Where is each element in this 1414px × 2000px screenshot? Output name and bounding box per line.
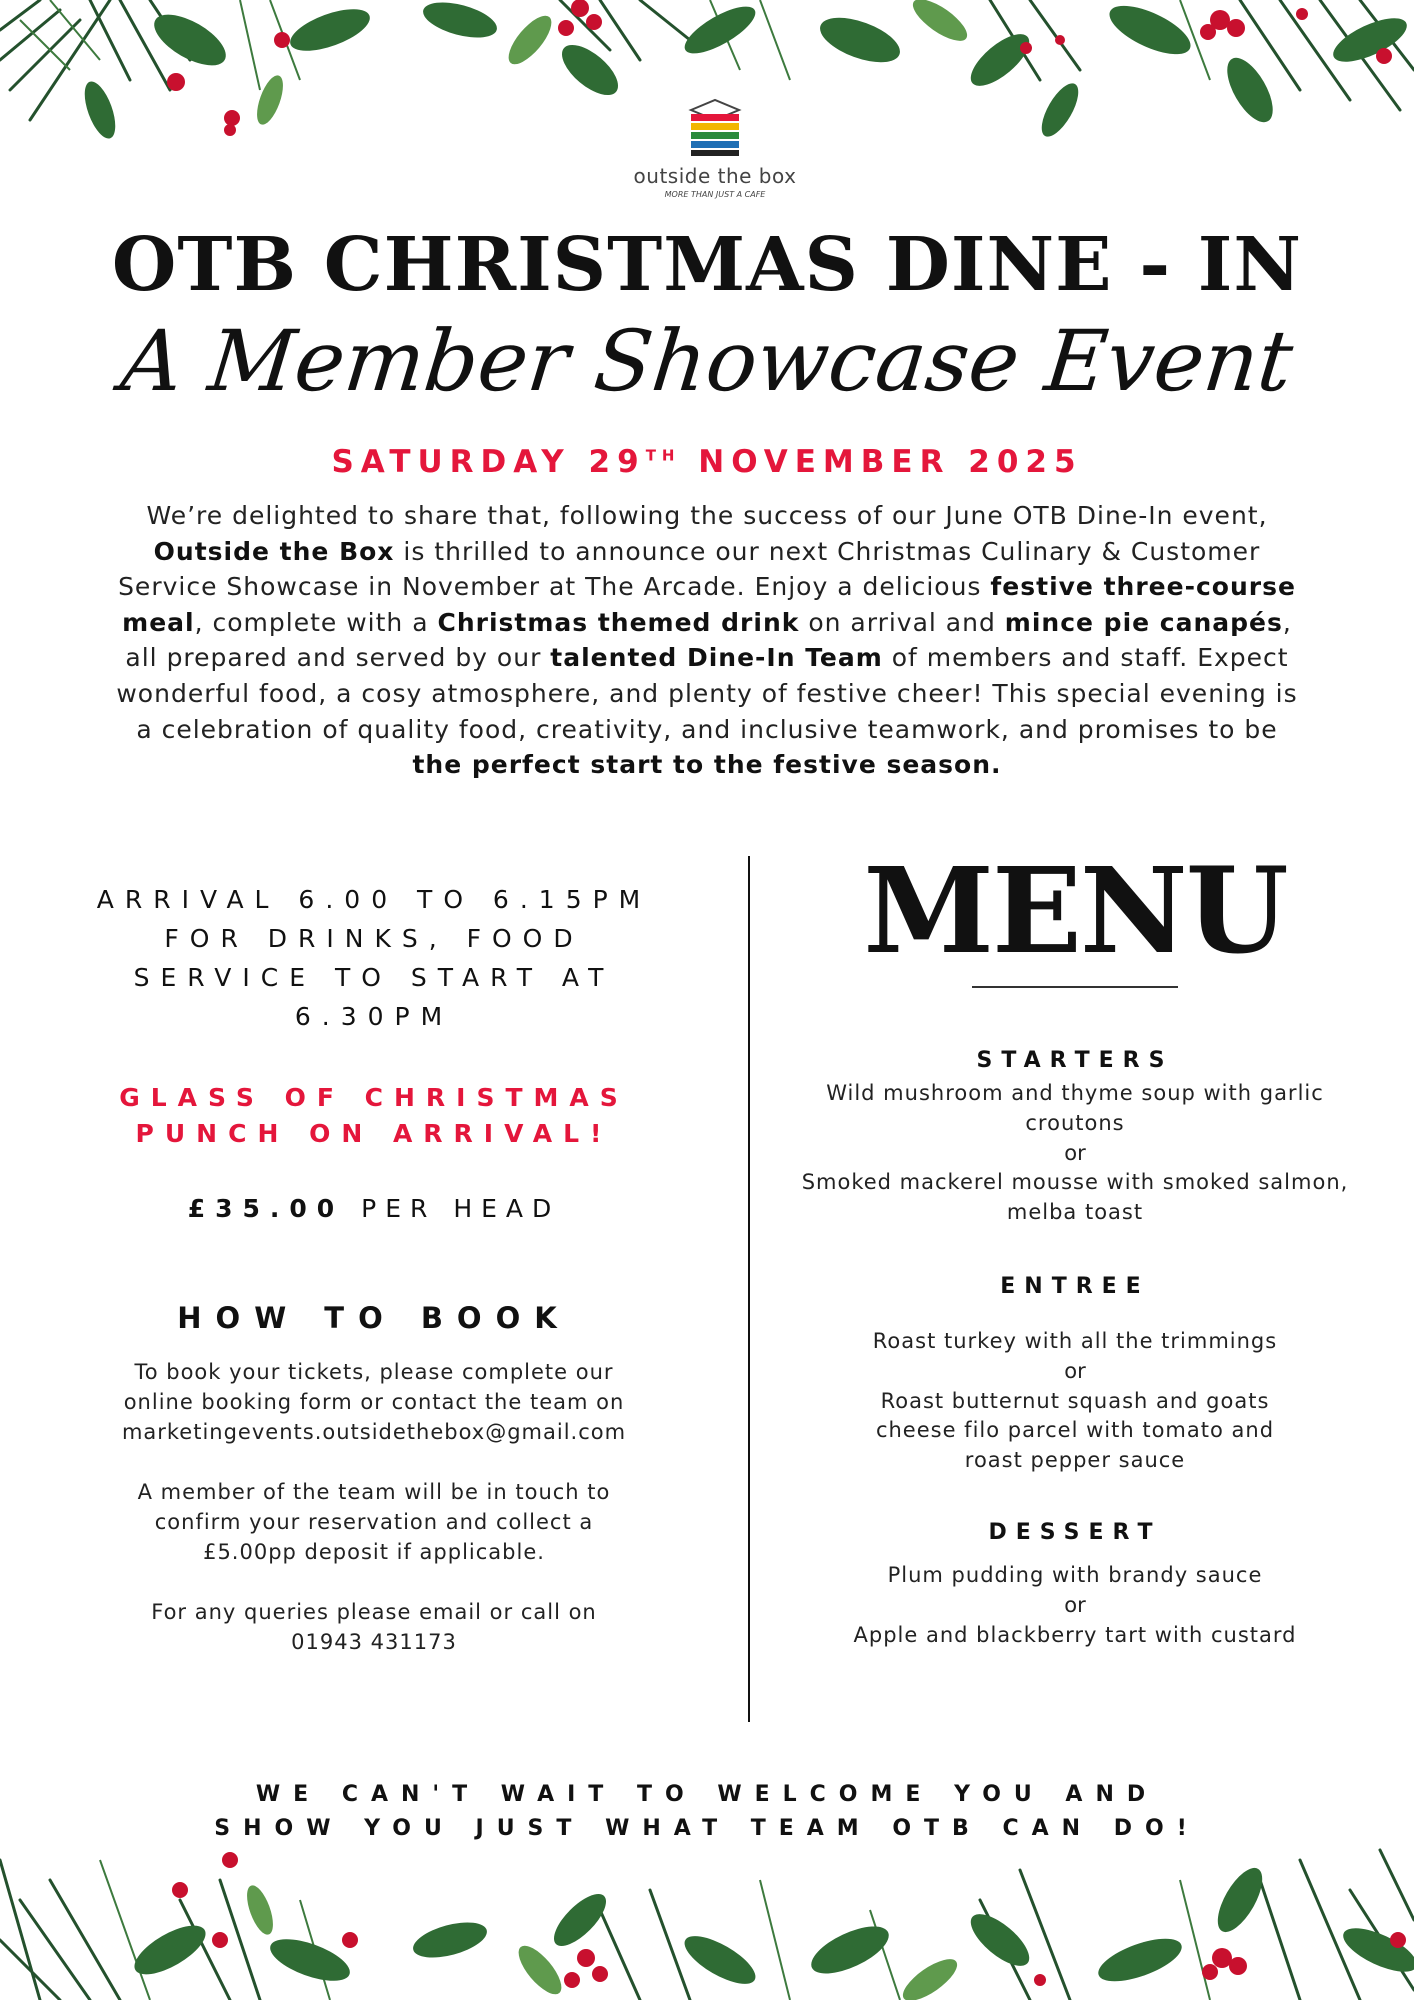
booking-instructions bbox=[44, 1357, 704, 1447]
entree-heading: ENTREE bbox=[1000, 1273, 1150, 1299]
logo-tagline: MORE THAN JUST A CAFE bbox=[664, 190, 766, 199]
event-title: OTB CHRISTMAS DINE - IN bbox=[111, 222, 1303, 308]
closing-line-1: WE CAN'T WAIT TO WELCOME YOU AND bbox=[255, 1782, 1159, 1807]
closing-message bbox=[0, 1778, 1414, 1846]
starter-2-line-1: Smoked mackerel mousse with smoked salmon, bbox=[801, 1170, 1349, 1195]
dessert-1: Plum pudding with brandy sauce bbox=[887, 1562, 1263, 1587]
intro-text-6: of members and staff. Expect wonderful food, a cosy atmosphere, and plenty of festive cheer! This special evening is a celebration of quality food, creativity, and inclusive teamwork, and promises to be bbox=[116, 643, 1298, 744]
event-date-suffix: TH bbox=[645, 446, 681, 465]
dessert-or: or bbox=[1064, 1592, 1086, 1617]
intro-bold-5: talented Dine-In Team bbox=[550, 643, 883, 673]
entree-1: Roast turkey with all the trimmings bbox=[872, 1328, 1278, 1353]
menu-title: MENU bbox=[863, 841, 1287, 980]
booking-phone: 01943 431173 bbox=[291, 1630, 457, 1654]
menu-title-underline bbox=[972, 986, 1178, 988]
booking-confirmation-note bbox=[44, 1477, 704, 1567]
intro-bold-4: mince pie canapés bbox=[1004, 607, 1283, 637]
intro-bold-6: the perfect start to the festive season. bbox=[412, 750, 1002, 780]
closing-line-2: SHOW YOU JUST WHAT TEAM OTB CAN DO! bbox=[214, 1816, 1200, 1841]
arrival-line-3: SERVICE TO START AT bbox=[133, 963, 615, 992]
column-divider bbox=[748, 856, 750, 1722]
booking-queries bbox=[44, 1597, 704, 1657]
entree-2-line-2: cheese filo parcel with tomato and bbox=[875, 1418, 1275, 1443]
logo-name: outside the box bbox=[633, 164, 797, 188]
event-details-column bbox=[44, 880, 704, 1657]
starter-1-line-1: Wild mushroom and thyme soup with garlic bbox=[826, 1081, 1324, 1105]
arrival-line-1: ARRIVAL 6.00 TO 6.15PM bbox=[96, 885, 652, 914]
intro-bold-3: Christmas themed drink bbox=[437, 607, 800, 637]
punch-line-1: GLASS OF CHRISTMAS bbox=[119, 1083, 629, 1112]
intro-text-2: is thrilled to announce our next Christmas Culinary & Customer Service Showcase in November at The Arcade. Enjoy a delicious bbox=[118, 536, 1261, 602]
booking-line-6: £5.00pp deposit if applicable. bbox=[203, 1540, 545, 1564]
ticket-price bbox=[44, 1194, 704, 1223]
event-subtitle: A Member Showcase Event bbox=[116, 312, 1298, 410]
arrival-line-4: 6.30PM bbox=[294, 1002, 454, 1031]
intro-text-5: , all prepared and served by our bbox=[125, 607, 1292, 673]
dessert-list bbox=[770, 1561, 1380, 1650]
booking-line-4: A member of the team will be in touch to bbox=[137, 1480, 611, 1504]
intro-text-4: on arrival and bbox=[799, 607, 1005, 637]
starters-list bbox=[770, 1079, 1380, 1228]
arrival-line-2: FOR DRINKS, FOOD bbox=[164, 924, 584, 953]
entree-2-line-1: Roast butternut squash and goats bbox=[880, 1388, 1270, 1413]
arrival-info bbox=[44, 880, 704, 1036]
event-date-month-year: NOVEMBER 2025 bbox=[698, 444, 1083, 480]
dessert-heading: DESSERT bbox=[988, 1519, 1162, 1545]
intro-paragraph bbox=[108, 498, 1306, 783]
holly-garland-bottom-decoration bbox=[0, 1840, 1414, 2000]
intro-text-1: We’re delighted to share that, following the success of our June OTB Dine-In event, bbox=[146, 501, 1268, 530]
outside-the-box-logo bbox=[630, 96, 800, 199]
starter-1-line-2: croutons bbox=[1025, 1110, 1125, 1135]
booking-line-1: To book your tickets, please complete our bbox=[134, 1360, 614, 1384]
price-unit: PER HEAD bbox=[361, 1194, 561, 1223]
dessert-2: Apple and blackberry tart with custard bbox=[853, 1622, 1297, 1647]
how-to-book-heading: HOW TO BOOK bbox=[177, 1301, 571, 1335]
booking-line-2: online booking form or contact the team on bbox=[123, 1390, 625, 1414]
booking-line-5: confirm your reservation and collect a bbox=[154, 1510, 594, 1534]
event-date bbox=[0, 444, 1414, 480]
entree-list bbox=[770, 1327, 1380, 1476]
menu-column bbox=[770, 841, 1380, 1650]
price-amount: £35.00 bbox=[187, 1194, 345, 1223]
starter-2-line-2: melba toast bbox=[1006, 1200, 1144, 1225]
entree-2-line-3: roast pepper sauce bbox=[964, 1448, 1186, 1473]
punch-notice bbox=[44, 1080, 704, 1152]
starter-or: or bbox=[1064, 1140, 1086, 1165]
punch-line-2: PUNCH ON ARRIVAL! bbox=[135, 1119, 613, 1148]
intro-bold-1: Outside the Box bbox=[153, 536, 395, 566]
intro-bold-2: festive three-course meal bbox=[122, 572, 1296, 637]
stacked-box-logo-icon bbox=[683, 96, 747, 158]
intro-text-3: , complete with a bbox=[194, 607, 438, 637]
entree-or: or bbox=[1064, 1358, 1086, 1383]
event-date-day: SATURDAY 29 bbox=[331, 444, 646, 480]
starters-heading: STARTERS bbox=[976, 1048, 1174, 1073]
booking-email: marketingevents.outsidethebox@gmail.com bbox=[121, 1420, 627, 1444]
booking-line-7: For any queries please email or call on bbox=[151, 1600, 597, 1624]
